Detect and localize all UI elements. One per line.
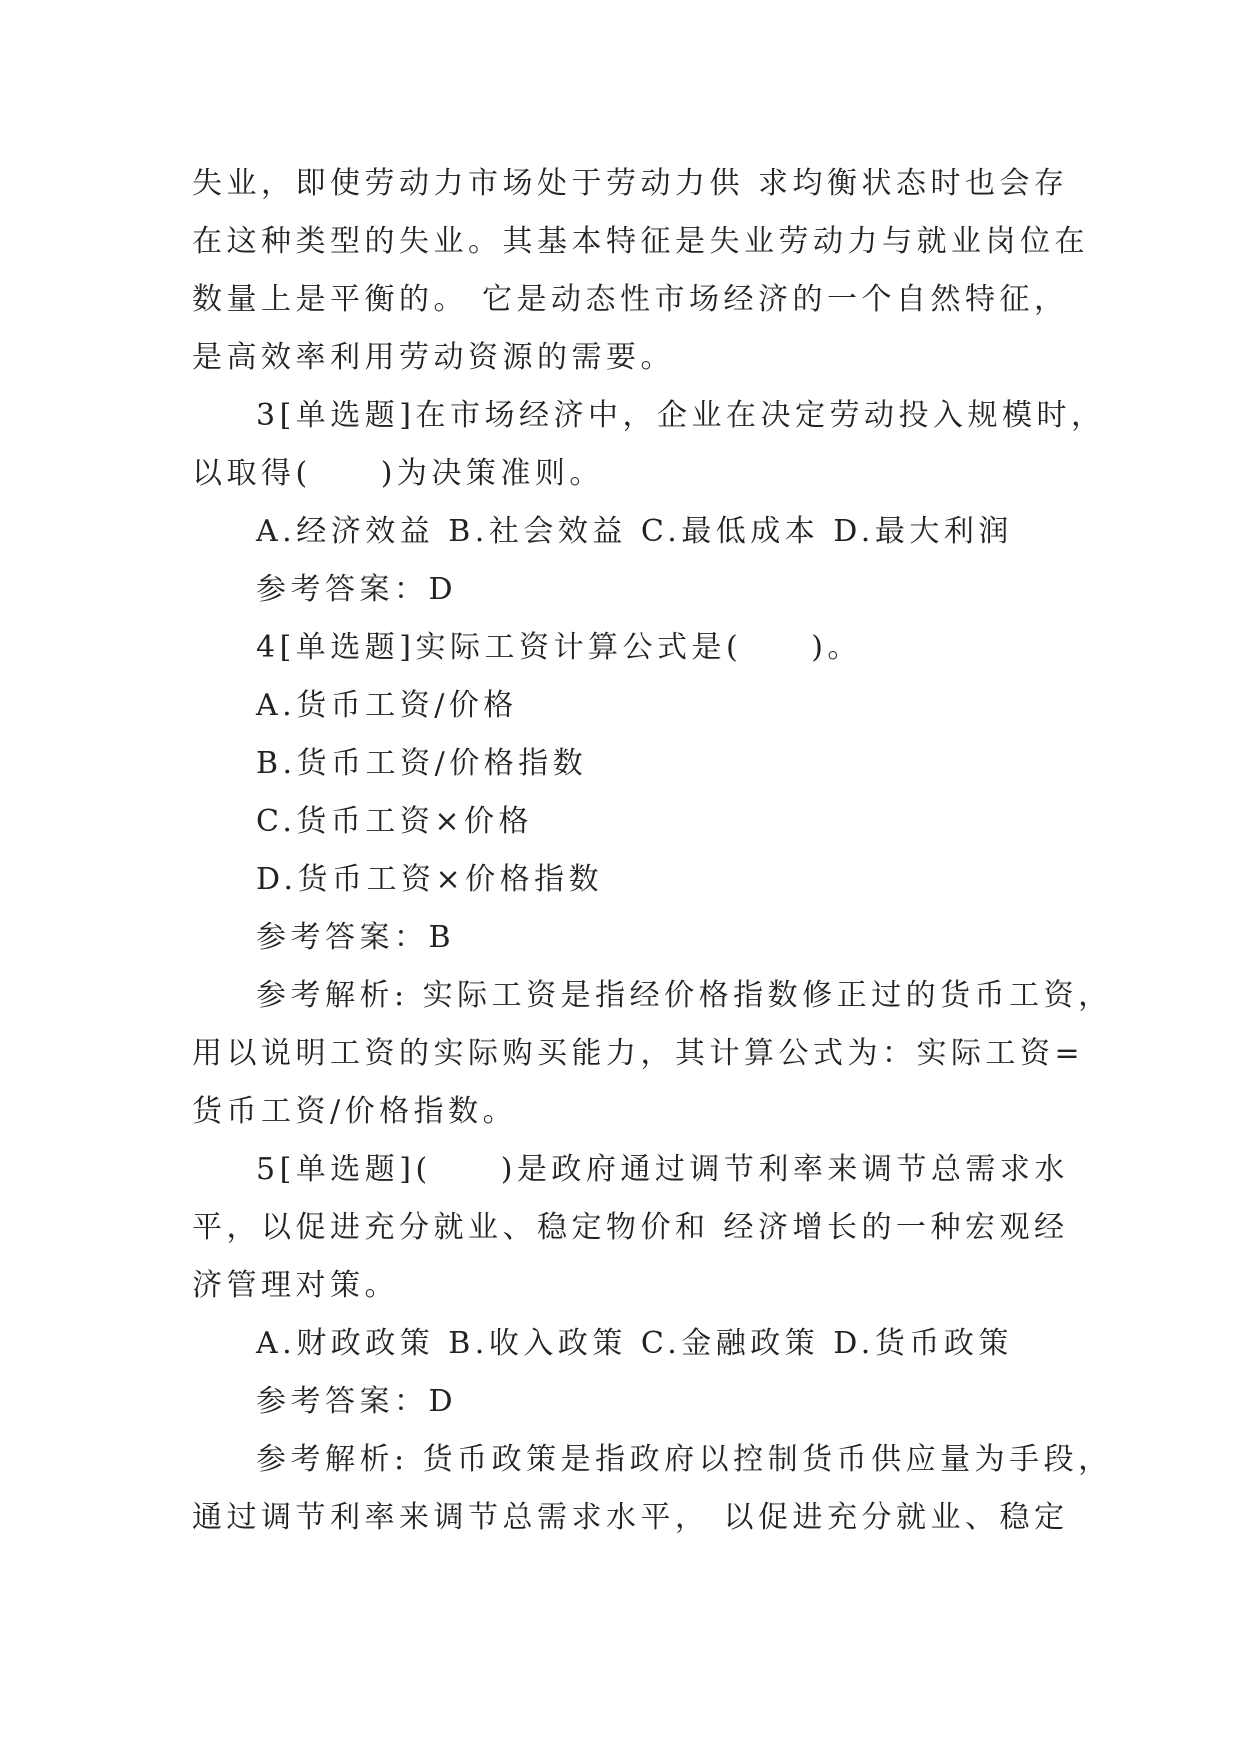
paragraph-line: 失业，即使劳动力市场处于劳动力供 求均衡状态时也会存 xyxy=(192,166,1069,201)
question-option: C.货币工资×价格 xyxy=(256,804,534,839)
reference-answer: 参考答案：B xyxy=(256,920,456,955)
reference-analysis: 货币工资/价格指数。 xyxy=(192,1094,518,1129)
question-options: A.经济效益 B.社会效益 C.最低成本 D.最大利润 xyxy=(256,514,1013,549)
question-stem: 5[单选题]( )是政府通过调节利率来调节总需求水 xyxy=(256,1152,1069,1187)
reference-answer: 参考答案：D xyxy=(256,572,458,607)
question-stem: 3[单选题]在市场经济中，企业在决定劳动投入规模时， xyxy=(256,398,1106,433)
question-stem: 以取得( )为决策准则。 xyxy=(192,456,604,491)
question-stem: 济管理对策。 xyxy=(192,1268,399,1303)
reference-analysis: 参考解析: 实际工资是指经价格指数修正过的货币工资， xyxy=(256,978,1113,1013)
question-stem: 平，以促进充分就业、稳定物价和 经济增长的一种宏观经 xyxy=(192,1210,1069,1245)
question-option: A.货币工资/价格 xyxy=(256,688,518,723)
question-stem: 4[单选题]实际工资计算公式是( )。 xyxy=(256,630,862,665)
question-options: A.财政政策 B.收入政策 C.金融政策 D.货币政策 xyxy=(256,1326,1013,1361)
reference-analysis: 用以说明工资的实际购买能力，其计算公式为：实际工资= xyxy=(192,1036,1085,1071)
reference-analysis: 参考解析: 货币政策是指政府以控制货币供应量为手段， xyxy=(256,1442,1113,1477)
paragraph-line: 数量上是平衡的。 它是动态性市场经济的一个自然特征， xyxy=(192,282,1069,317)
question-option: D.货币工资×价格指数 xyxy=(256,862,604,897)
paragraph-line: 是高效率利用劳动资源的需要。 xyxy=(192,340,675,375)
question-option: B.货币工资/价格指数 xyxy=(256,746,588,781)
reference-answer: 参考答案：D xyxy=(256,1384,458,1419)
reference-analysis: 通过调节利率来调节总需求水平， 以促进充分就业、稳定 xyxy=(192,1500,1069,1535)
paragraph-line: 在这种类型的失业。其基本特征是失业劳动力与就业岗位在 xyxy=(192,224,1089,259)
